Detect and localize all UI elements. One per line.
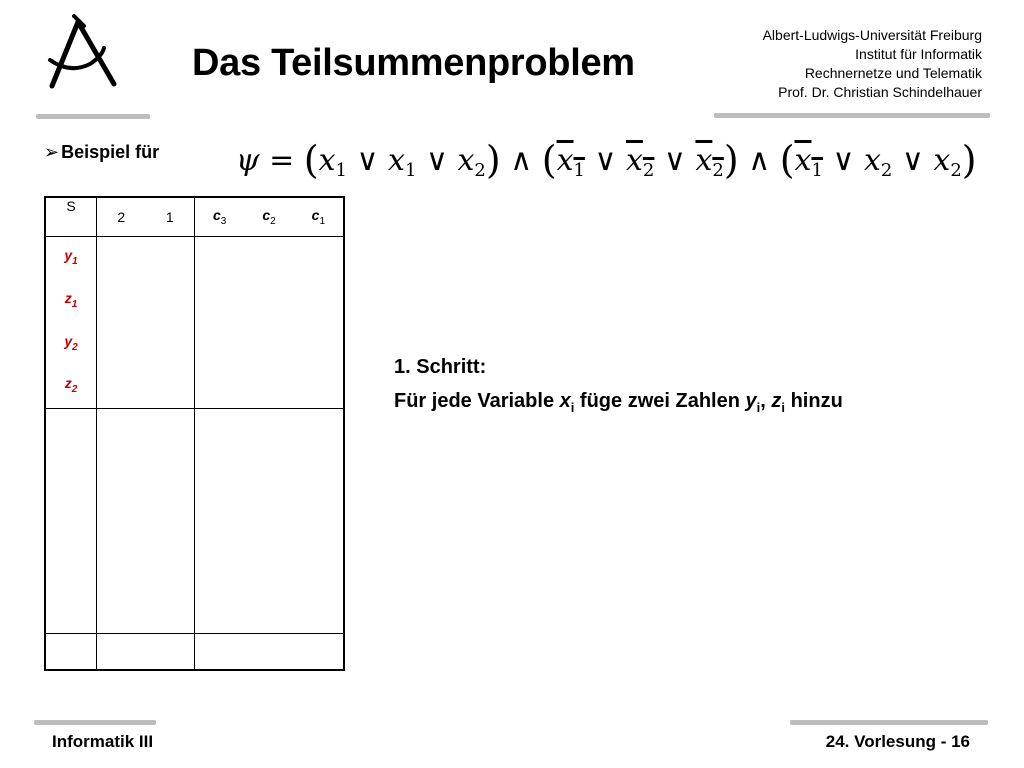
- formula-op: ∨: [663, 143, 686, 178]
- institution-line: Prof. Dr. Christian Schindelhauer: [778, 84, 982, 100]
- table-header-digits: [97, 197, 195, 237]
- formula-paren: ): [723, 138, 739, 182]
- table-cell: [195, 237, 345, 409]
- header-clause: $c_3$: [212, 207, 227, 227]
- formula-paren: (: [303, 138, 319, 182]
- subset-sum-table: [44, 196, 345, 671]
- header-s-label: S: [66, 198, 76, 214]
- institution-block: [763, 26, 982, 102]
- institution-line: Rechnernetze und Telematik: [804, 65, 982, 81]
- formula: [236, 138, 977, 182]
- step-text: Für jede Variable $x_i$ füge zwei Zahlen $y_i$, $z_i$ hinzu: [394, 390, 843, 415]
- header-clause: $c_2$: [262, 207, 276, 227]
- footer-rule-right: [790, 720, 988, 725]
- formula-var: x: [388, 143, 405, 178]
- table-cell: [97, 634, 195, 671]
- formula-paren: (: [779, 138, 795, 182]
- footer-page: 24. Vorlesung - 16: [825, 732, 970, 751]
- formula-op: ∨: [901, 143, 924, 178]
- formula-idx: 1: [811, 160, 823, 181]
- formula-var: x: [626, 143, 643, 178]
- formula-op: ∨: [594, 143, 617, 178]
- header-rule-right: [714, 113, 990, 118]
- footer-rule-left: [34, 720, 156, 725]
- formula-idx: 1: [335, 160, 347, 181]
- formula-var: x: [457, 143, 475, 178]
- formula-var: x: [933, 143, 951, 178]
- page-title: Das Teilsummenproblem: [192, 42, 635, 84]
- step-heading: 1. Schritt:: [394, 356, 487, 378]
- table-row: [45, 634, 344, 671]
- formula-paren: ): [485, 138, 501, 182]
- formula-psi: ψ: [236, 143, 260, 178]
- table-cell: [45, 409, 97, 634]
- institution-line: Albert-Ludwigs-Universität Freiburg: [762, 27, 982, 43]
- formula-op: ∨: [356, 143, 379, 178]
- university-logo-icon: [40, 12, 124, 92]
- table-cell: [195, 634, 345, 671]
- variable-label: $y_1$: [64, 247, 78, 267]
- variable-label: $z_2$: [64, 375, 78, 396]
- formula-op: ∧: [510, 143, 533, 178]
- formula-idx: 2: [950, 160, 962, 181]
- table-row: [45, 409, 344, 634]
- formula-idx: 1: [573, 160, 585, 181]
- footer-course: Informatik III: [52, 732, 154, 751]
- table-row: [45, 237, 344, 409]
- variable-label: $z_1$: [64, 289, 78, 310]
- formula-var: x: [695, 143, 713, 178]
- table-cell: [195, 409, 345, 634]
- bullet-arrow-icon: ➢: [44, 142, 60, 162]
- bullet-example: [44, 142, 159, 163]
- variable-label: $y_2$: [64, 332, 78, 353]
- formula-idx: 2: [642, 160, 655, 181]
- table-header-row: [45, 197, 344, 237]
- formula-var: x: [318, 143, 336, 178]
- bullet-text: Beispiel für: [61, 142, 160, 162]
- header-digit: 2: [117, 209, 126, 225]
- institution-line: Institut für Informatik: [855, 46, 982, 62]
- formula-var: x: [794, 143, 812, 178]
- table-cell: [97, 409, 195, 634]
- table-cell: [97, 237, 195, 409]
- variables-cell: [45, 237, 97, 409]
- formula-op: ∧: [748, 143, 771, 178]
- formula-eq: =: [269, 143, 295, 178]
- formula-idx: 2: [712, 160, 724, 181]
- formula-idx: 2: [474, 160, 486, 181]
- formula-idx: 2: [880, 160, 893, 181]
- formula-paren: ): [961, 138, 977, 182]
- formula-op: ∨: [425, 143, 448, 178]
- header-digit: 1: [165, 209, 174, 225]
- formula-op: ∨: [832, 143, 855, 178]
- step-description: [394, 350, 843, 425]
- formula-var: x: [863, 143, 881, 178]
- header-clause: $c_1$: [311, 207, 325, 227]
- formula-var: x: [556, 143, 574, 178]
- table-cell: [45, 634, 97, 671]
- table-header-s: [45, 197, 97, 237]
- formula-idx: 1: [404, 160, 417, 181]
- table-header-clauses: [195, 197, 345, 237]
- header-rule-left: [36, 114, 150, 119]
- formula-paren: (: [541, 138, 557, 182]
